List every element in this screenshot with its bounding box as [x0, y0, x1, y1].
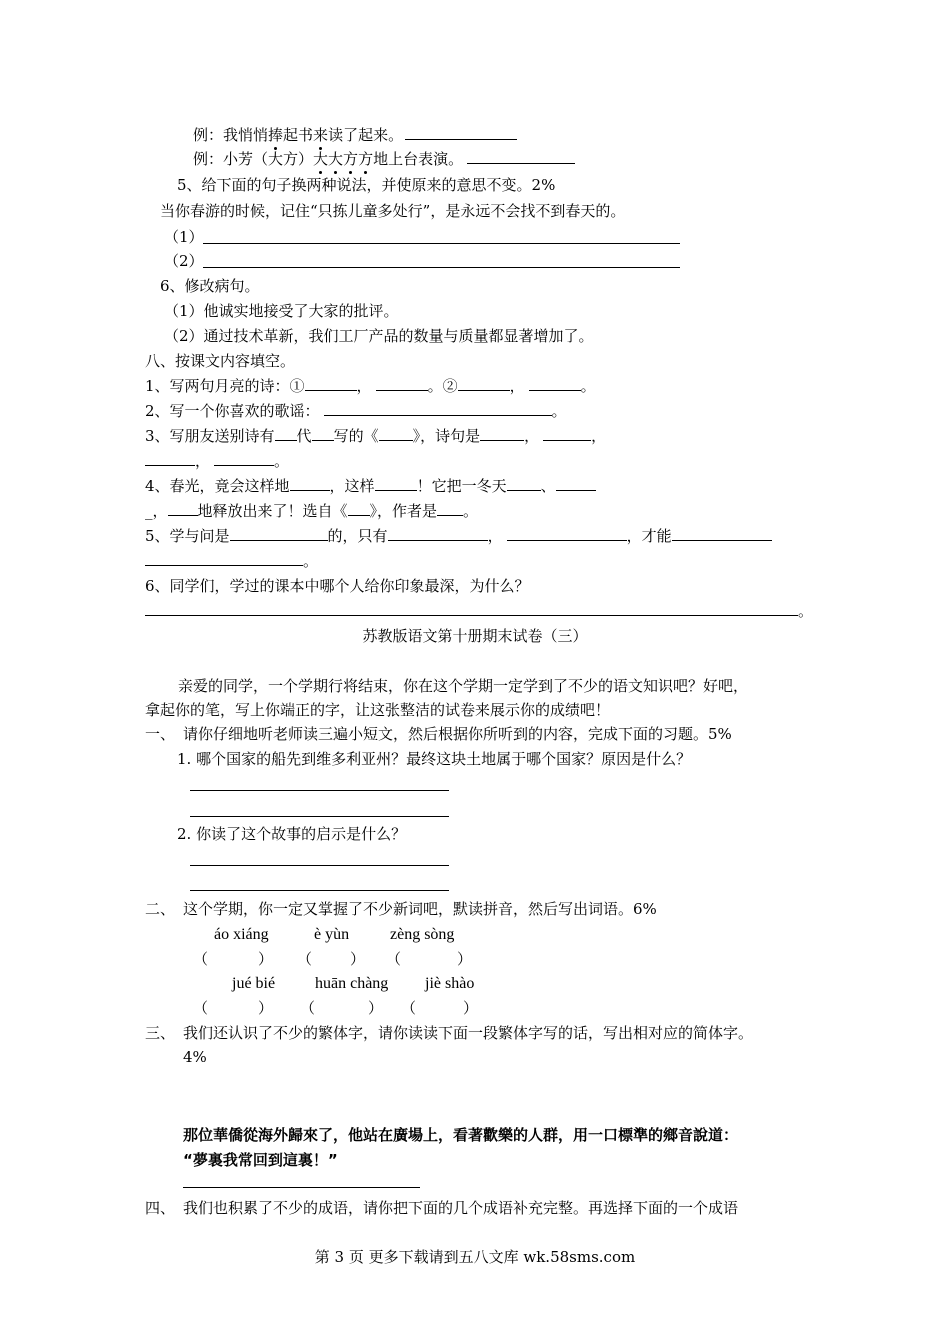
punct: ， [591, 427, 607, 445]
section-8-heading: 八、按课文内容填空。 [145, 352, 296, 370]
dotted-char: 方 [358, 150, 374, 168]
punct: 。 [274, 452, 290, 470]
answer-blank[interactable] [214, 451, 274, 466]
answer-blank[interactable] [672, 526, 772, 541]
s8-q4 [145, 476, 596, 496]
dotted-char: 捧 [268, 126, 284, 144]
punct: ， [356, 377, 372, 395]
pinyin: jiè shào [425, 975, 475, 992]
answer-paren-open[interactable]: （ [297, 950, 313, 968]
part-1-q1: 1. 哪个国家的船先到维多利亚州？最终这块土地属于哪个国家？原因是什么？ [177, 750, 692, 768]
answer-blank[interactable] [145, 601, 798, 616]
s8-q3-cont [145, 451, 289, 471]
punct: ， [509, 377, 525, 395]
s8-q5-cont [145, 551, 318, 571]
s8-q3-text: 代 [296, 427, 312, 445]
intro-line-2: 拿起你的笔，写上你端正的字，让这张整洁的试卷来展示你的成绩吧！ [145, 701, 611, 719]
answer-blank[interactable] [275, 426, 297, 441]
answer-paren-open[interactable]: （ [193, 950, 209, 968]
s8-q6-answer [145, 601, 813, 621]
q5-label-1: （1） [164, 228, 204, 246]
pinyin: è yùn [314, 926, 350, 943]
q5-label-2: （2） [164, 252, 204, 270]
answer-blank[interactable] [388, 526, 488, 541]
punct: 。 [303, 552, 319, 570]
answer-blank[interactable] [305, 376, 357, 391]
dotted-char: 来 [313, 126, 329, 144]
s8-q3-text: 》，诗句是 [412, 427, 481, 445]
answer-paren-close: ） [258, 950, 274, 968]
s8-q3 [145, 426, 606, 446]
punct: 。 [551, 402, 567, 420]
dotted-char: 大 [313, 150, 329, 168]
pinyin: zèng sòng [390, 926, 455, 943]
part-1-q2: 2. 你读了这个故事的启示是什么？ [177, 825, 407, 843]
q6-sentence-1: （1）他诚实地接受了大家的批评。 [164, 302, 399, 320]
answer-blank[interactable] [556, 476, 596, 491]
s8-q2 [145, 401, 567, 421]
answer-blank[interactable] [437, 501, 463, 516]
answer-paren-close: ） [463, 999, 479, 1017]
q5-sentence: 当你春游的时候，记住“只拣儿童多处行”，是永远不会找不到春天的。 [160, 202, 626, 220]
answer-blank[interactable] [467, 149, 575, 164]
part-3-text: 我们还认识了不少的繁体字，请你读读下面一段繁体字写的话，写出相对应的简体字。 [183, 1024, 754, 1042]
answer-blank[interactable] [507, 476, 541, 491]
s8-q5-text: 的，只有 [327, 527, 388, 545]
answer-blank[interactable] [145, 451, 195, 466]
example-1 [193, 125, 517, 145]
answer-blank[interactable] [145, 551, 303, 566]
s8-q4-text: 地释放出来了！选自《 [197, 502, 348, 520]
s8-q2-text: 2、写一个你喜欢的歌谣： [145, 402, 320, 420]
answer-paren-open[interactable]: （ [193, 999, 209, 1017]
s8-q4-text: 》，作者是 [369, 502, 438, 520]
answer-line[interactable] [190, 890, 449, 891]
s8-q4-text: ！它把一冬天 [416, 477, 507, 495]
dotted-char: 大 [328, 150, 344, 168]
punct: 。 [798, 602, 814, 620]
answer-blank[interactable] [405, 125, 517, 140]
pinyin: huān chàng [315, 975, 389, 992]
answer-blank[interactable] [507, 526, 627, 541]
answer-paren-close: ） [368, 999, 384, 1017]
punct: _， [145, 502, 168, 520]
part-1-number: 一、 [145, 725, 176, 743]
part-2-text: 这个学期，你一定又掌握了不少新词吧，默读拼音，然后写出词语。6% [183, 900, 657, 918]
s8-q6: 6、同学们，学过的课本中哪个人给你印象最深，为什么？ [145, 577, 530, 595]
s8-q4-cont [145, 501, 478, 521]
traditional-text-2: “夢裏我常回到這裏！” [183, 1151, 338, 1169]
example-1-text: 例：我悄悄捧起书来读了起来。 [193, 126, 404, 144]
part-2-number: 二、 [145, 900, 176, 918]
answer-blank[interactable] [379, 426, 413, 441]
page-footer: 第 3 页 更多下载请到五八文库 wk.58sms.com [314, 1248, 636, 1266]
answer-blank[interactable] [348, 501, 370, 516]
answer-blank[interactable] [230, 526, 328, 541]
answer-blank[interactable] [290, 476, 330, 491]
answer-paren-close: ） [350, 950, 366, 968]
s8-q1 [145, 376, 596, 396]
part-3-number: 三、 [145, 1024, 176, 1042]
punct: 。 [580, 377, 596, 395]
answer-blank[interactable] [324, 401, 552, 416]
s8-q5 [145, 526, 772, 546]
q6-heading: 6、修改病句。 [160, 277, 260, 295]
answer-line[interactable] [203, 243, 680, 244]
answer-paren-open[interactable]: （ [386, 950, 402, 968]
example-2 [193, 149, 575, 169]
punct: 、 [540, 477, 556, 495]
answer-paren-close: ） [258, 999, 274, 1017]
traditional-text-1: 那位華僑從海外歸來了，他站在廣場上，看著歡樂的人群，用一口標準的鄉音說道： [183, 1126, 739, 1144]
part-4-text: 我们也积累了不少的成语，请你把下面的几个成语补充完整。再选择下面的一个成语 [183, 1199, 739, 1217]
answer-blank[interactable] [529, 376, 581, 391]
pinyin: jué bié [232, 975, 276, 992]
answer-line[interactable] [203, 267, 680, 268]
answer-paren-open[interactable]: （ [401, 999, 417, 1017]
answer-blank[interactable] [458, 376, 510, 391]
dotted-char: 方 [343, 150, 359, 168]
part-1-text: 请你仔细地听老师读三遍小短文，然后根据你所听到的内容，完成下面的习题。5% [183, 725, 732, 743]
exam-title: 苏教版语文第十册期末试卷（三） [362, 627, 588, 645]
answer-blank[interactable] [375, 476, 417, 491]
punct: ， [195, 452, 211, 470]
intro-line-1: 亲爱的同学，一个学期行将结束，你在这个学期一定学到了不少的语文知识吧？好吧， [178, 677, 749, 695]
answer-blank[interactable] [376, 376, 428, 391]
s8-q5-text: 5、学与问是 [145, 527, 230, 545]
punct: ， [487, 527, 503, 545]
example-2-post: 地上台表演。 [373, 150, 464, 168]
part-3-percent: 4% [183, 1048, 207, 1066]
answer-blank[interactable] [168, 501, 198, 516]
q5-heading: 5、给下面的句子换两种说法，并使原来的意思不变。2% [177, 176, 556, 194]
s8-q3-text: 3、写朋友送别诗有 [145, 427, 275, 445]
s8-q5-text: ，才能 [626, 527, 672, 545]
q6-sentence-2: （2）通过技术革新，我们工厂产品的数量与质量都显著增加了。 [164, 327, 594, 345]
pinyin: áo xiáng [214, 926, 269, 943]
example-2-pre: 例：小芳（大方） [193, 150, 314, 168]
part-4-number: 四、 [145, 1199, 176, 1217]
s8-q3-text: 写的《 [333, 427, 379, 445]
s8-q4-text: ，这样 [329, 477, 375, 495]
answer-line[interactable] [183, 1187, 420, 1188]
punct: ， [524, 427, 540, 445]
answer-blank[interactable] [480, 426, 524, 441]
answer-line[interactable] [190, 816, 449, 817]
s8-q1-text: 1、写两句月亮的诗：① [145, 377, 305, 395]
punct: 。 [463, 502, 479, 520]
answer-blank[interactable] [312, 426, 334, 441]
answer-paren-close: ） [457, 950, 473, 968]
answer-line[interactable] [190, 790, 449, 791]
punct: 。② [427, 377, 458, 395]
answer-paren-open[interactable]: （ [300, 999, 316, 1017]
s8-q4-text: 4、春光，竟会这样地 [145, 477, 290, 495]
answer-line[interactable] [190, 865, 449, 866]
answer-blank[interactable] [543, 426, 591, 441]
